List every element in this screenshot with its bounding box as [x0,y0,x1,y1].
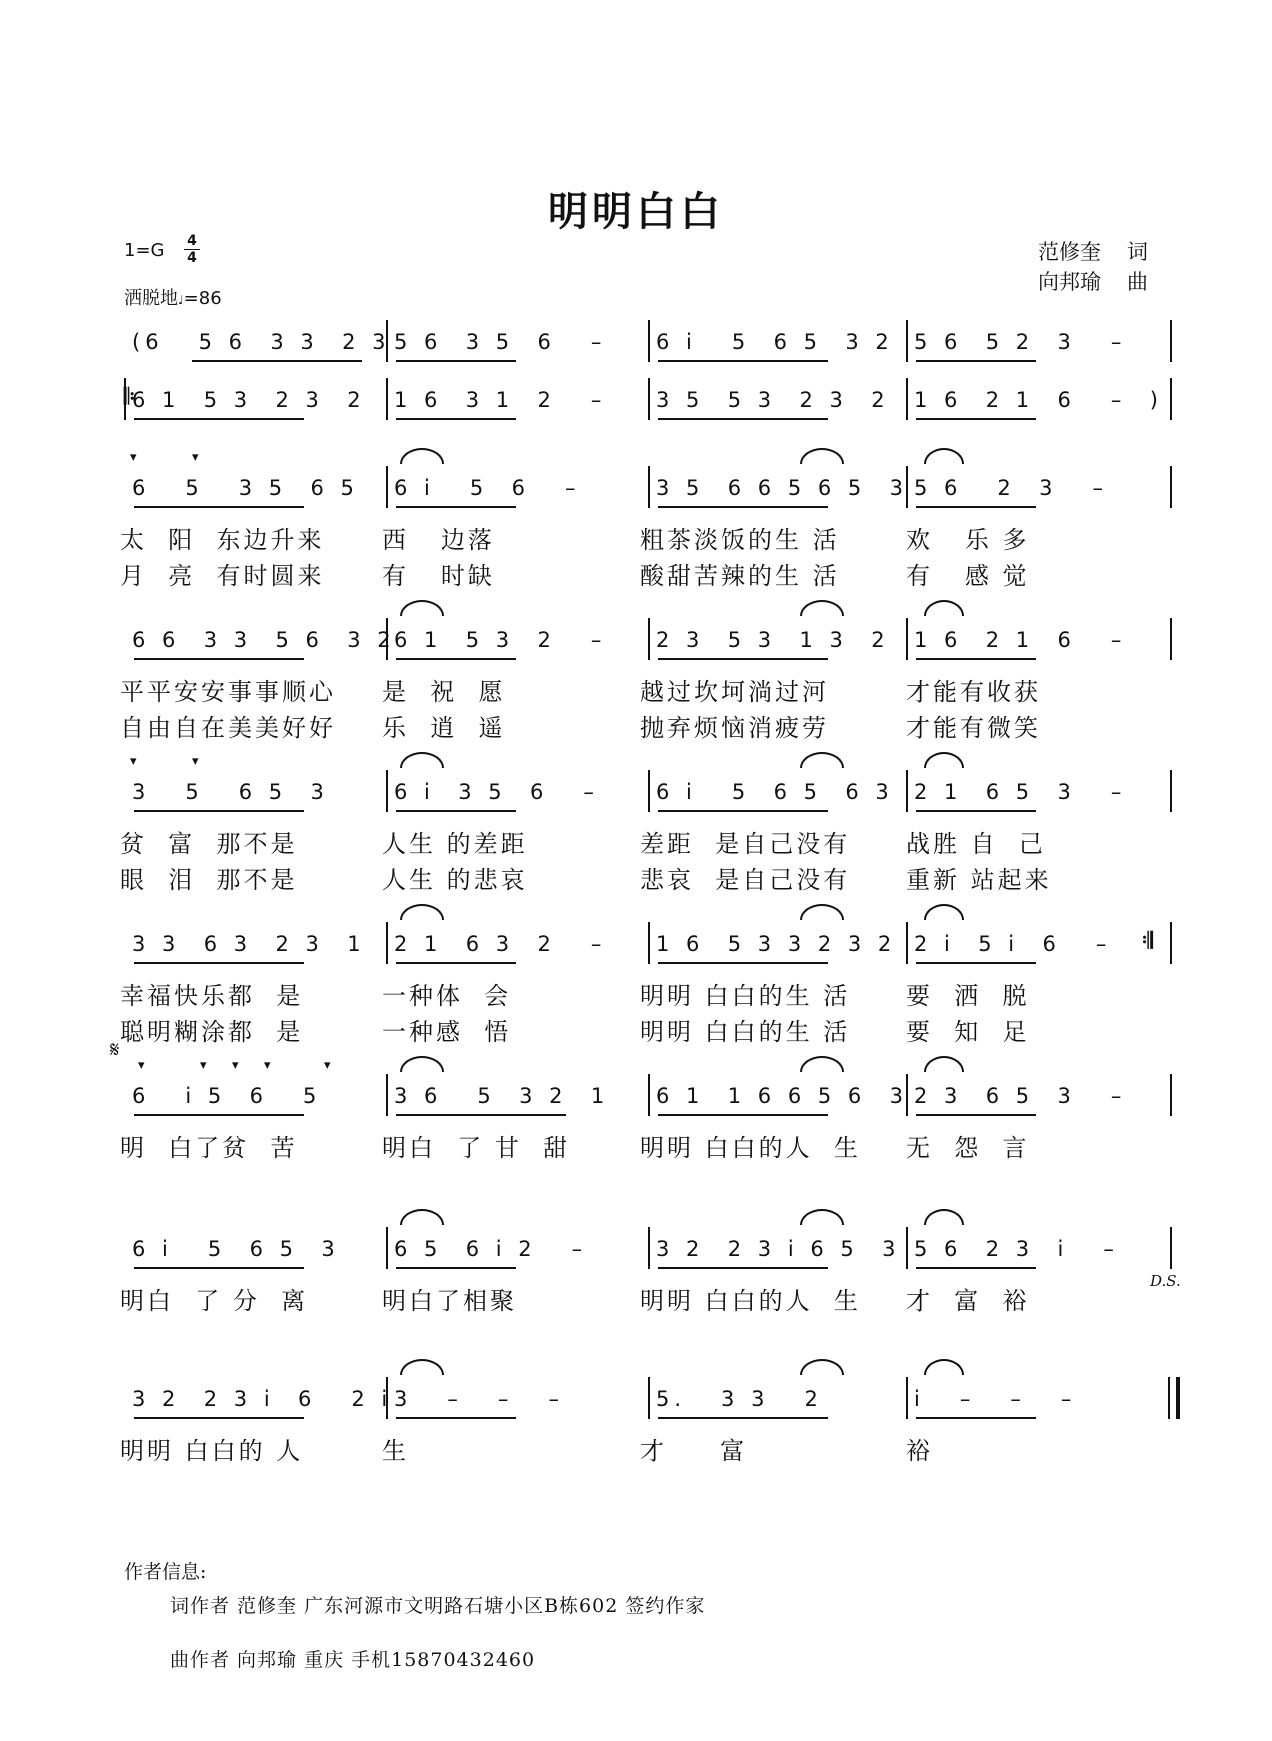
accent-mark: ▾ [200,1058,207,1073]
slur-arc [924,1056,964,1072]
accent-mark: ▾ [130,754,137,769]
final-barline [1176,1377,1180,1419]
barline [648,466,650,508]
accent-mark: ▾ [192,754,199,769]
measure-notes: 3 2 2 3 i 6 5 3 [656,1237,901,1261]
barline [386,1074,388,1116]
lyric-verse2: 酸甜苦辣的生 活 [640,562,840,590]
beam-line [134,810,304,812]
repeat-start-sign: 𝄆 [124,385,135,410]
lyric-verse1: 才 富 裕 [906,1287,1030,1315]
slur-arc [400,448,444,464]
lyric-verse1: 一种体 会 [382,982,512,1010]
credit-role: 曲 [1127,270,1148,294]
measure-notes: 6 1 1 6 6 5 6 3 [656,1084,908,1108]
barline [1170,922,1172,964]
lyric-verse1: 太 阳 东边升来 [120,526,325,554]
credit-role: 词 [1127,240,1148,264]
beam-line [916,506,1036,508]
slur-arc [924,1209,964,1225]
beam-line [916,810,1036,812]
accent-mark: ▾ [324,1058,331,1073]
slur-arc [400,600,444,616]
lyric-verse1: 贫 富 那不是 [120,830,298,858]
beam-line [396,962,516,964]
measure-notes: 3 5 6 6 5 6 5 3 [656,476,908,500]
lyric-verse1: 是 祝 愿 [382,678,506,706]
slur-arc [924,600,964,616]
slur-arc [400,904,444,920]
tempo-value: =86 [183,288,222,309]
beam-line [396,360,516,362]
slur-arc [400,752,444,768]
lyric-verse1: 才能有收获 [906,678,1041,706]
beam-line [658,658,828,660]
barline [1168,1377,1170,1419]
song-title: 明明白白 [548,189,724,235]
measure-notes: 1 6 3 1 2 – [394,388,607,412]
beam-line [192,360,362,362]
slur-arc [800,448,844,464]
lyric-verse1: 才 富 [640,1437,748,1465]
measure-notes: 5. 3 3 2 [656,1387,823,1411]
measure-notes: 1 6 2 1 6 – ) [914,388,1163,412]
beam-line [916,1267,1036,1269]
credit-name: 范修奎 [1038,240,1101,264]
accent-mark: ▾ [130,450,137,465]
beam-line [916,1417,1036,1419]
measure-notes: 3 5 6 5 3 [132,780,329,804]
slur-arc [800,752,844,768]
measure-notes: 5 6 2 3 – [914,476,1109,500]
lyric-verse2: 有 时缺 [382,562,495,590]
beam-line [916,418,1036,420]
measure-notes: 6 5 3 5 6 5 [132,476,359,500]
beam-line [396,1417,516,1419]
measure-notes: 3 6 5 3 2 1 [394,1084,610,1108]
measure-notes: 2 i 5 i 6 – [914,932,1112,956]
tempo-marking [124,284,222,310]
author-info-heading: 作者信息: [124,1561,207,1583]
barline [648,378,650,420]
credit-name: 向邦瑜 [1038,270,1101,294]
slur-arc [400,1056,444,1072]
lyric-verse1: 明白 了 甘 甜 [382,1134,571,1162]
slur-arc [924,448,964,464]
lyric-verse2: 才能有微笑 [906,714,1041,742]
beam-line [134,658,304,660]
barline [906,618,908,660]
lyric-verse2: 眼 泪 那不是 [120,866,298,894]
beam-line [396,506,516,508]
measure-notes: 3 3 6 3 2 3 1 [132,932,366,956]
time-bottom: 4 [187,250,197,266]
measure-notes: 1 6 2 1 6 – [914,628,1127,652]
barline [386,378,388,420]
beam-line [916,1114,1036,1116]
measure-notes: 6 5 6 i 2 – [394,1237,588,1261]
lyric-verse2: 月 亮 有时圆来 [120,562,325,590]
barline [648,770,650,812]
lyric-verse1: 差距 是自己没有 [640,830,851,858]
barline [648,1227,650,1269]
measure-notes: 2 3 6 5 3 – [914,1084,1127,1108]
slur-arc [800,1056,844,1072]
measure-notes: 2 1 6 3 2 – [394,932,607,956]
slur-arc [400,1209,444,1225]
slur-arc [800,1209,844,1225]
barline [1170,378,1172,420]
barline [1170,618,1172,660]
measure-notes: i – – – [914,1387,1077,1411]
accent-mark: ▾ [192,450,199,465]
beam-line [916,962,1036,964]
measure-notes: 1 6 5 3 3 2 3 2 [656,932,897,956]
measure-notes: 6 i 5 6 – [394,476,581,500]
beam-line [658,1114,828,1116]
measure-notes: 6 1 5 3 2 – [394,628,607,652]
lyric-verse1: 生 [382,1437,409,1465]
slur-arc [924,752,964,768]
repeat-end-sign: 𝄇 [1142,929,1153,954]
lyric-verse2: 一种感 悟 [382,1018,512,1046]
barline [1170,1227,1172,1269]
beam-line [916,658,1036,660]
beam-line [658,506,828,508]
beam-line [658,360,828,362]
slur-arc [924,1359,964,1375]
beam-line [658,1267,828,1269]
barline [648,320,650,362]
lyric-verse1: 幸福快乐都 是 [120,982,304,1010]
measure-notes: 5 6 5 2 3 – [914,330,1127,354]
lyric-verse2: 有 感 觉 [906,562,1030,590]
author-lyricist: 词作者 范修奎 广东河源市文明路石塘小区B栋602 签约作家 [170,1595,706,1617]
lyric-verse1: 西 边落 [382,526,495,554]
barline [1170,466,1172,508]
lyric-verse1: 无 怨 言 [906,1134,1030,1162]
slur-arc [400,1359,444,1375]
tempo-text: 洒脱地 [124,288,178,309]
barline [1170,770,1172,812]
key-signature [124,240,164,261]
barline [1170,1074,1172,1116]
measure-notes: (6 5 6 3 3 2 3 [132,330,391,354]
lyric-verse1: 明明 白白的人 生 [640,1134,861,1162]
beam-line [396,1114,566,1116]
barline [648,1377,650,1419]
accent-mark: ▾ [264,1058,271,1073]
barline [386,770,388,812]
measure-notes: 5 6 2 3 i – [914,1237,1119,1261]
barline [906,320,908,362]
barline [906,378,908,420]
barline [386,466,388,508]
beam-line [134,506,304,508]
measure-notes: 6 i 5 6 5 6 3 [656,780,894,804]
measure-notes: 6 1 5 3 2 3 2 [132,388,366,412]
beam-line [134,1267,304,1269]
beam-line [658,1417,828,1419]
barline [906,1377,908,1419]
lyric-verse2: 聪明糊涂都 是 [120,1018,304,1046]
barline [906,1227,908,1269]
beam-line [134,962,304,964]
accent-mark: ▾ [138,1058,145,1073]
beam-line [396,658,516,660]
barline [1170,320,1172,362]
lyric-verse1: 越过坎坷淌过河 [640,678,829,706]
credit-composer [1038,266,1148,296]
measure-notes: 2 3 5 3 1 3 2 [656,628,890,652]
barline [906,922,908,964]
lyric-verse1: 明白了相聚 [382,1287,517,1315]
lyric-verse2: 重新 站起来 [906,866,1052,894]
measure-notes: 6 6 3 3 5 6 3 2 [132,628,396,652]
beam-line [658,810,828,812]
slur-arc [800,1359,844,1375]
author-composer: 曲作者 向邦瑜 重庆 手机15870432460 [170,1649,536,1671]
beam-line [134,418,304,420]
slur-arc [800,600,844,616]
lyric-verse2: 自由自在美美好好 [120,714,336,742]
lyric-verse2: 悲哀 是自己没有 [640,866,851,894]
key-label: 1=G [124,240,165,261]
lyric-verse1: 粗茶淡饭的生 活 [640,526,840,554]
beam-line [134,1114,304,1116]
beam-line [134,1417,304,1419]
accent-mark: ▾ [232,1058,239,1073]
lyric-verse1: 战胜 自 己 [906,830,1046,858]
barline [648,618,650,660]
lyric-verse1: 明明 白白的生 活 [640,982,851,1010]
measure-notes: 3 2 2 3 i 6 2 i [132,1387,393,1411]
measure-notes: 6 i 5 6 5 3 2 [656,330,894,354]
lyric-verse1: 明 白了贫 苦 [120,1134,298,1162]
measure-notes: 2 1 6 5 3 – [914,780,1127,804]
lyric-verse1: 裕 [906,1437,933,1465]
measure-notes: 6 i 3 5 6 – [394,780,599,804]
beam-line [916,360,1036,362]
lyric-verse1: 人生 的差距 [382,830,528,858]
measure-notes: 3 – – – [394,1387,564,1411]
lyric-verse1: 欢 乐 多 [906,526,1030,554]
quarter-note-icon: ♩ [178,293,184,307]
lyric-verse2: 要 知 足 [906,1018,1030,1046]
slur-arc [924,904,964,920]
lyric-verse2: 明明 白白的生 活 [640,1018,851,1046]
measure-notes: 6 i 5 6 5 3 [132,1237,340,1261]
beam-line [658,962,828,964]
lyric-verse1: 要 洒 脱 [906,982,1030,1010]
beam-line [396,810,516,812]
lyric-verse1: 明白 了 分 离 [120,1287,309,1315]
barline [386,922,388,964]
measure-notes: 6 i 5 6 5 [132,1084,322,1108]
barline [648,1074,650,1116]
measure-notes: 5 6 3 5 6 – [394,330,607,354]
credit-lyricist [1038,236,1148,266]
lyric-verse2: 乐 逍 遥 [382,714,506,742]
beam-line [658,418,828,420]
ds-marking: D.S. [1150,1272,1181,1290]
segno-sign: 𝄋 [110,1038,120,1063]
measure-notes: 3 5 5 3 2 3 2 [656,388,890,412]
beam-line [396,1267,516,1269]
lyric-verse1: 平平安安事事顺心 [120,678,336,706]
time-signature [184,234,200,265]
barline [648,922,650,964]
lyric-verse1: 明明 白白的人 生 [640,1287,861,1315]
lyric-verse2: 抛弃烦恼消疲劳 [640,714,829,742]
barline [906,770,908,812]
slur-arc [800,904,844,920]
barline [386,1227,388,1269]
time-top: 4 [187,233,197,249]
lyric-verse2: 人生 的悲哀 [382,866,528,894]
lyric-verse1: 明明 白白的 人 [120,1437,304,1465]
beam-line [396,418,516,420]
